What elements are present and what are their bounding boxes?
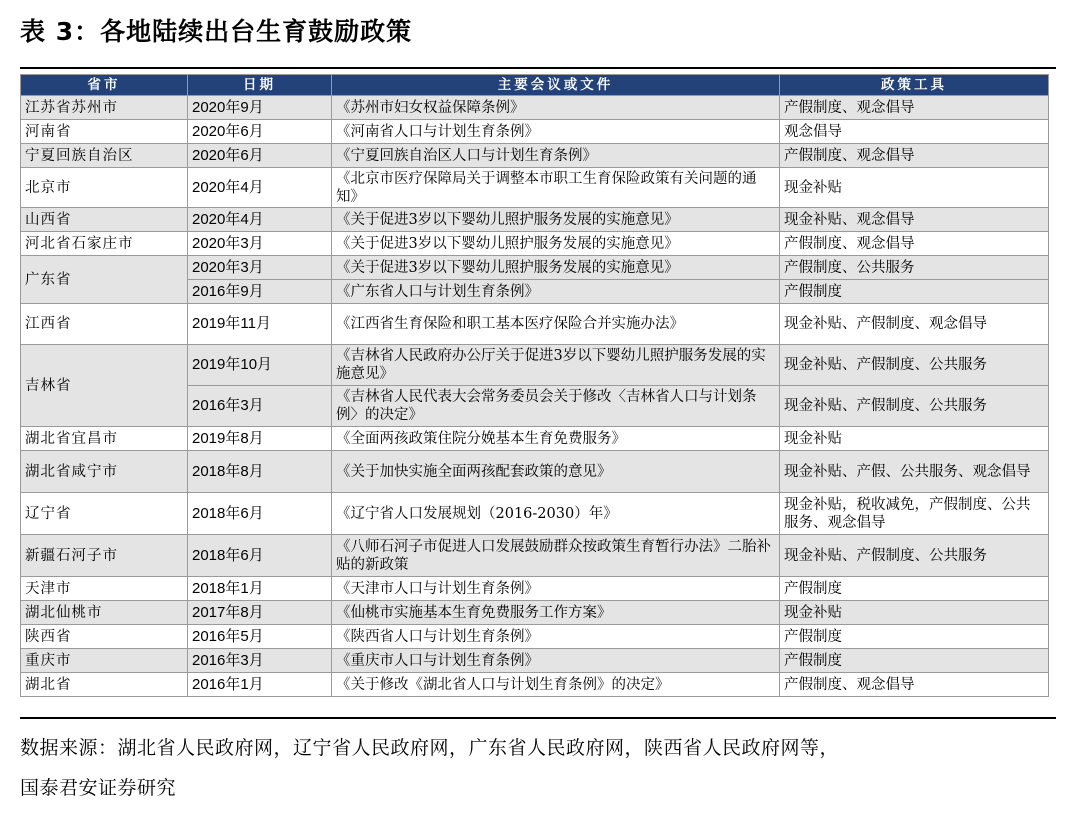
table-row <box>21 427 1049 451</box>
table-row <box>21 493 1049 535</box>
policy-tool-cell: 产假制度 <box>780 280 1049 304</box>
table-row <box>21 625 1049 649</box>
region-cell: 江苏省苏州市 <box>21 96 188 120</box>
table-row <box>21 96 1049 120</box>
region-cell: 辽宁省 <box>21 493 188 535</box>
policy-tool-cell: 产假制度 <box>780 649 1049 673</box>
table-row <box>21 601 1049 625</box>
table-row <box>21 535 1049 577</box>
policy-tool-cell: 现金补贴，税收减免，产假制度、公共服务、观念倡导 <box>780 493 1049 535</box>
table-row <box>21 232 1049 256</box>
document-cell: 《吉林省人民政府办公厅关于促进3岁以下婴幼儿照护服务发展的实施意见》 <box>332 345 780 386</box>
region-cell: 湖北省咸宁市 <box>21 451 188 493</box>
document-cell: 《北京市医疗保障局关于调整本市职工生育保险政策有关问题的通知》 <box>332 168 780 208</box>
document-cell: 《广东省人口与计划生育条例》 <box>332 280 780 304</box>
header-region: 省市 <box>21 75 188 96</box>
policy-tool-cell: 产假制度、观念倡导 <box>780 144 1049 168</box>
policy-tool-cell: 产假制度、公共服务 <box>780 256 1049 280</box>
document-cell: 《吉林省人民代表大会常务委员会关于修改〈吉林省人口与计划条例〉的决定》 <box>332 386 780 427</box>
document-cell: 《关于促进3岁以下婴幼儿照护服务发展的实施意见》 <box>332 256 780 280</box>
source-line-1: 数据来源：湖北省人民政府网，辽宁省人民政府网，广东省人民政府网，陕西省人民政府网等， <box>20 737 840 759</box>
bottom-rule <box>20 717 1056 719</box>
table-row <box>21 256 1049 280</box>
region-cell: 吉林省 <box>21 345 188 427</box>
table-row <box>21 304 1049 345</box>
date-cell: 2020年6月 <box>188 144 332 168</box>
date-cell: 2016年1月 <box>188 673 332 697</box>
date-cell: 2017年8月 <box>188 601 332 625</box>
document-cell: 《河南省人口与计划生育条例》 <box>332 120 780 144</box>
document-cell: 《关于促进3岁以下婴幼儿照护服务发展的实施意见》 <box>332 232 780 256</box>
date-cell: 2018年1月 <box>188 577 332 601</box>
document-cell: 《宁夏回族自治区人口与计划生育条例》 <box>332 144 780 168</box>
document-cell: 《重庆市人口与计划生育条例》 <box>332 649 780 673</box>
policy-tool-cell: 现金补贴、产假、公共服务、观念倡导 <box>780 451 1049 493</box>
source-note <box>20 728 1060 808</box>
header-policy-tool: 政策工具 <box>780 75 1049 96</box>
region-cell: 天津市 <box>21 577 188 601</box>
table-row <box>21 208 1049 232</box>
policy-tool-cell: 产假制度 <box>780 625 1049 649</box>
region-cell: 湖北省宜昌市 <box>21 427 188 451</box>
document-cell: 《八师石河子市促进人口发展鼓励群众按政策生育暂行办法》二胎补贴的新政策 <box>332 535 780 577</box>
document-cell: 《陕西省人口与计划生育条例》 <box>332 625 780 649</box>
document-cell: 《天津市人口与计划生育条例》 <box>332 577 780 601</box>
policy-tool-cell: 产假制度 <box>780 577 1049 601</box>
region-cell: 湖北省 <box>21 673 188 697</box>
date-cell: 2016年3月 <box>188 649 332 673</box>
date-cell: 2020年6月 <box>188 120 332 144</box>
date-cell: 2020年9月 <box>188 96 332 120</box>
document-cell: 《仙桃市实施基本生育免费服务工作方案》 <box>332 601 780 625</box>
date-cell: 2019年11月 <box>188 304 332 345</box>
region-cell: 湖北仙桃市 <box>21 601 188 625</box>
region-cell: 重庆市 <box>21 649 188 673</box>
policy-tool-cell: 现金补贴 <box>780 168 1049 208</box>
policy-tool-cell: 现金补贴 <box>780 427 1049 451</box>
table-row <box>21 168 1049 208</box>
document-cell: 《关于修改《湖北省人口与计划生育条例》的决定》 <box>332 673 780 697</box>
document-cell: 《苏州市妇女权益保障条例》 <box>332 96 780 120</box>
policy-tool-cell: 现金补贴、产假制度、公共服务 <box>780 535 1049 577</box>
date-cell: 2016年5月 <box>188 625 332 649</box>
document-cell: 《关于促进3岁以下婴幼儿照护服务发展的实施意见》 <box>332 208 780 232</box>
region-cell: 河南省 <box>21 120 188 144</box>
policy-tool-cell: 产假制度、观念倡导 <box>780 673 1049 697</box>
policy-tool-cell: 现金补贴、产假制度、公共服务 <box>780 345 1049 386</box>
date-cell: 2019年8月 <box>188 427 332 451</box>
document-cell: 《关于加快实施全面两孩配套政策的意见》 <box>332 451 780 493</box>
header-row <box>21 75 1049 96</box>
header-document: 主要会议或文件 <box>332 75 780 96</box>
table-row <box>21 345 1049 386</box>
region-cell: 新疆石河子市 <box>21 535 188 577</box>
date-cell: 2020年4月 <box>188 208 332 232</box>
date-cell: 2016年9月 <box>188 280 332 304</box>
policy-tool-cell: 产假制度、观念倡导 <box>780 96 1049 120</box>
policy-tool-cell: 产假制度、观念倡导 <box>780 232 1049 256</box>
table-row <box>21 451 1049 493</box>
table-row <box>21 577 1049 601</box>
table-row <box>21 120 1049 144</box>
policy-tool-cell: 现金补贴、产假制度、观念倡导 <box>780 304 1049 345</box>
policy-table <box>20 74 1049 697</box>
region-cell: 山西省 <box>21 208 188 232</box>
policy-tool-cell: 观念倡导 <box>780 120 1049 144</box>
date-cell: 2018年6月 <box>188 493 332 535</box>
date-cell: 2018年8月 <box>188 451 332 493</box>
region-cell: 江西省 <box>21 304 188 345</box>
policy-tool-cell: 现金补贴 <box>780 601 1049 625</box>
date-cell: 2019年10月 <box>188 345 332 386</box>
document-cell: 《全面两孩政策住院分娩基本生育免费服务》 <box>332 427 780 451</box>
region-cell: 宁夏回族自治区 <box>21 144 188 168</box>
header-date: 日期 <box>188 75 332 96</box>
source-line-2: 国泰君安证券研究 <box>20 777 177 799</box>
date-cell: 2020年3月 <box>188 232 332 256</box>
top-rule <box>20 67 1056 69</box>
policy-tool-cell: 现金补贴、产假制度、公共服务 <box>780 386 1049 427</box>
region-cell: 陕西省 <box>21 625 188 649</box>
date-cell: 2020年4月 <box>188 168 332 208</box>
document-cell: 《江西省生育保险和职工基本医疗保险合并实施办法》 <box>332 304 780 345</box>
region-cell: 北京市 <box>21 168 188 208</box>
region-cell: 河北省石家庄市 <box>21 232 188 256</box>
table-title: 表 3：各地陆续出台生育鼓励政策 <box>20 17 413 46</box>
table-row <box>21 649 1049 673</box>
policy-tool-cell: 现金补贴、观念倡导 <box>780 208 1049 232</box>
date-cell: 2016年3月 <box>188 386 332 427</box>
region-cell: 广东省 <box>21 256 188 304</box>
document-cell: 《辽宁省人口发展规划（2016-2030）年》 <box>332 493 780 535</box>
date-cell: 2018年6月 <box>188 535 332 577</box>
table-row <box>21 144 1049 168</box>
date-cell: 2020年3月 <box>188 256 332 280</box>
table-row <box>21 673 1049 697</box>
